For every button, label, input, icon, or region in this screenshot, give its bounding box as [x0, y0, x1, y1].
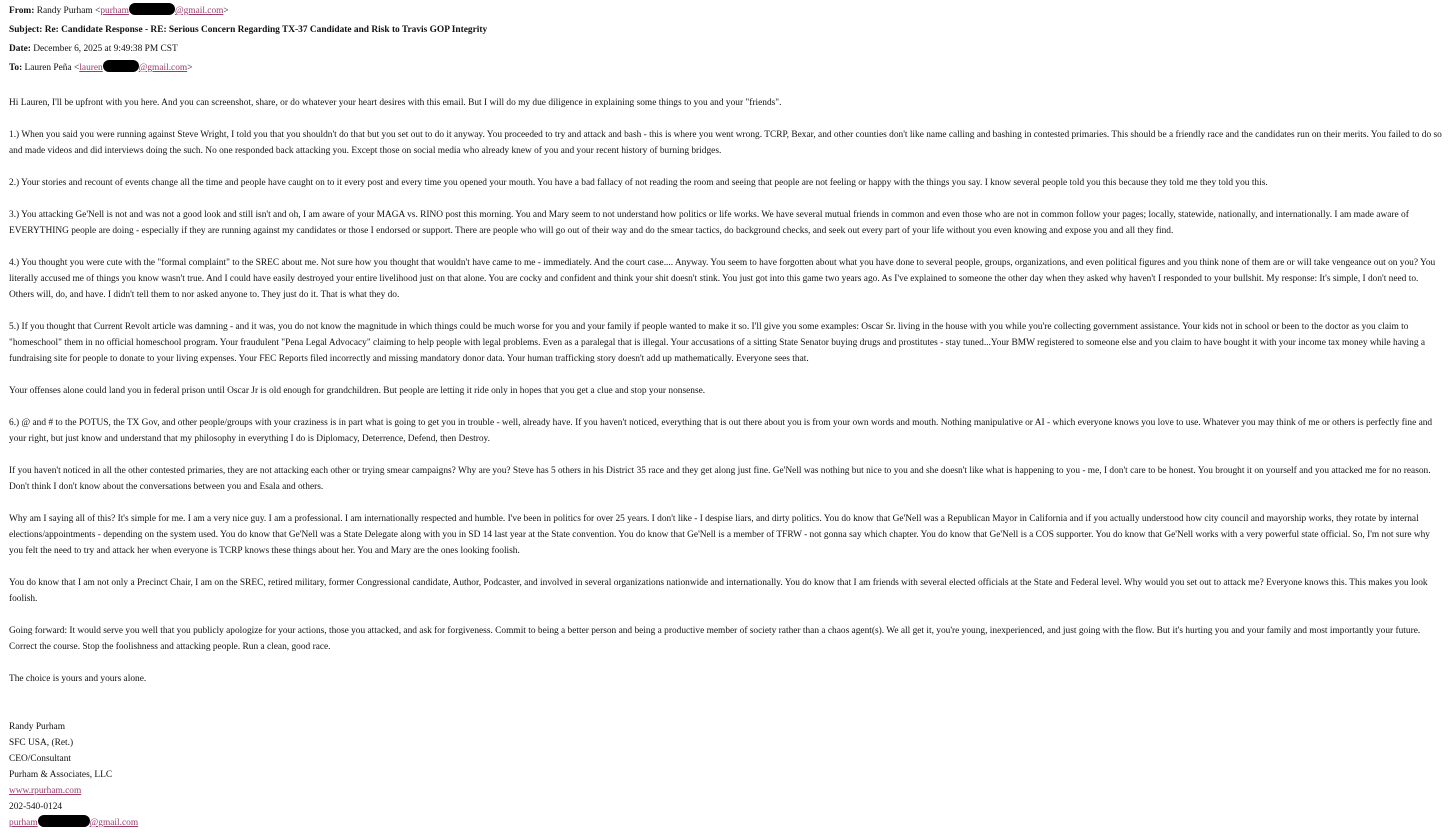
- paragraph-6: 6.) @ and # to the POTUS, the TX Gov, and other people/groups with your craziness is in part what is going to get you in trouble - well, already have. If you haven't noticed, everything that is out there about you is from your own words and mouth. Nothing manipulative or AI - which everyone knows you love to use. Whatever you may think of me or others is perfectly fine and your right, but just know and understand that my philosophy in everything I do is Diplomacy, Deterrence, Defend, then Destroy.: [9, 418, 1433, 444]
- to-name: Lauren Peña <: [24, 63, 80, 73]
- greeting: Hi Lauren, I'll be upfront with you here. And you can screenshot, share, or do whatever your heart desires with this email. But I will do my due diligence in explaining some things to you and your "friends".: [9, 98, 782, 108]
- paragraph-5: 5.) If you thought that Current Revolt article was damning - and it was, you do not know the magnitude in which things could be much worse for you and your family if people wanted to make it so. I'll give you some examples: Oscar Sr. living in the house with you while you're collecting government assistance. Your kids not in school or been to the doctor as you claim to "homeschool" them in no official homeschool program. Your fraudulent "Pena Legal Advocacy" claiming to help people with legal problems. Even as a paralegal that is illegal. Your accusations of a sitting State Senator buying drugs and prostitutes - stay tuned...Your BMW registered to someone else and you claim to have bought it with your income tax money while having a fundraising site for people to donate to your living expenses. Your FEC Reports filed incorrectly and missing mandatory donor data. Your human trafficking story doesn't add up mathematically. Everyone sees that.: [9, 322, 1426, 364]
- to-label: To:: [9, 63, 23, 73]
- paragraph-9: You do know that I am not only a Precinct Chair, I am on the SREC, retired military, former Congressional candidate, Author, Podcaster, and involved in several organizations nationwide and internationally. You do know that I am friends with several elected officials at the State and Federal level. Why would you set out to attack me? Everyone knows this. This makes you look foolish.: [9, 578, 1428, 604]
- subject-line: [9, 22, 1443, 41]
- paragraph-3: 3.) You attacking Ge'Nell is not and was not a good look and still isn't and oh, I am aware of your MAGA vs. RINO post this morning. You and Mary seem to not understand how politics or life works. We have several mutual friends in common and even those who are not in common follow your pages; locally, statewide, nationally, and internationally. I am made aware of EVERYTHING people are doing - especially if they are running against my candidates or those I endorsed or support. There are people who will go out of their way and do the smear tactics, do background checks, and seek out every part of your life without you even knowing and expose you and all they find.: [9, 210, 1409, 236]
- date-label: Date:: [9, 44, 31, 54]
- signature-email-link[interactable]: purham @gmail.com: [9, 818, 138, 828]
- date-text: December 6, 2025 at 9:49:38 PM CST: [33, 44, 178, 54]
- redaction-mark: [103, 60, 139, 72]
- signature-name: Randy Purham: [9, 722, 65, 732]
- from-label: From:: [9, 6, 35, 16]
- redaction-mark: [38, 815, 90, 827]
- subject-label: Subject:: [9, 25, 43, 35]
- paragraph-8: Why am I saying all of this? It's simple for me. I am a very nice guy. I am a professional. I am internationally respected and humble. I've been in politics for over 25 years. I don't like - I despise liars, and dirty politics. You do know that Ge'Nell was a Republican Mayor in California and if you actually understood how city council and mayorship works, they rotate by internal elections/appointments - depending on the system used. You do know that Ge'Nell was a State Delegate along with you in SD 14 last year at the State convention. You do know that Ge'Nell is a member of TFRW - not gonna say which chapter. You do know that Ge'Nell is a COS supporter. You do know that Ge'Nell works with a very powerful state official. So, I'm not sure why you felt the need to try and attack her when everyone is TCRP knows these things about her. You and Mary are the ones looking foolish.: [9, 514, 1430, 556]
- to-line: To: Lauren Peña <lauren @gmail.com>: [9, 60, 1443, 79]
- signature-rank: SFC USA, (Ret.): [9, 738, 74, 748]
- paragraph-2: 2.) Your stories and recount of events change all the time and people have caught on to it every post and every time you opened your mouth. You have a bad fallacy of not reading the room and seeing that people are not feeling or happy with the things you say. I know several people told you this because they told me they told you this.: [9, 178, 1268, 188]
- subject-text: Re: Candidate Response - RE: Serious Concern Regarding TX-37 Candidate and Risk to Travis GOP Integrity: [44, 25, 488, 35]
- paragraph-10: Going forward: It would serve you well that you publicly apologize for your actions, those you attacked, and ask for forgiveness. Commit to being a better person and being a productive member of society rather than a chaos agent(s). We all get it, you're young, inexperienced, and just going with the flow. But it's hurting you and your family and most importantly your future. Correct the course. Stop the foolishness and attacking people. Run a clean, good race.: [9, 626, 1421, 652]
- to-email-link[interactable]: lauren @gmail.com: [79, 63, 187, 73]
- email-header: [9, 3, 1443, 79]
- website-link[interactable]: www.rpurham.com: [9, 786, 82, 796]
- signature-block: [9, 719, 1443, 831]
- email-body: [9, 95, 1443, 687]
- signature-phone: 202-540-0124: [9, 802, 63, 812]
- paragraph-4: 4.) You thought you were cute with the "formal complaint" to the SREC about me. Not sure how you thought that wouldn't have came to me - immediately. And the court case.... Anyway. You seem to have forgotten about what you have done to several people, groups, organizations, and even political figures and you think none of them are or will take vengeance out on you? You literally accused me of things you know wasn't true. And I could have easily destroyed your entire livelihood just on that alone. You are cocky and confident and think your shit doesn't stink. You just got into this game two years ago. As I've explained to someone the other day when they asked why haven't I responded to your bullshit. My response: It's simple, I don't need to. Others will, do, and have. I didn't tell them to nor asked anyone to. They just do it. That is what they do.: [9, 258, 1436, 300]
- redaction-mark: [129, 3, 175, 15]
- paragraph-7: If you haven't noticed in all the other contested primaries, they are not attacking each other or trying smear campaigns? Why are you? Steve has 5 others in his District 35 race and they get along just fine. Ge'Nell was nothing but nice to you and she doesn't like what is happening to you - me, I don't care to be honest. You brought it on yourself and you attacked me for no reason. Don't think I don't know about the conversations between you and Esala and others.: [9, 466, 1431, 492]
- paragraph-5b: Your offenses alone could land you in federal prison until Oscar Jr is old enough for grandchildren. But people are letting it ride only in hopes that you get a clue and stop your nonsense.: [9, 386, 706, 396]
- from-line: From: Randy Purham <purham @gmail.com>: [9, 3, 1443, 22]
- paragraph-11: The choice is yours and yours alone.: [9, 674, 147, 684]
- paragraph-1: 1.) When you said you were running against Steve Wright, I told you that you shouldn't do that but you set out to do it anyway. You proceeded to try and attack and bash - this is where you went wrong. TCRP, Bexar, and other counties don't like name calling and bashing in contested primaries. This should be a friendly race and the candidates run on their merits. You failed to do so and made videos and did interviews doing the such. No one responded back attacking you. Except those on social media who already knew of you and your recent history of burning bridges.: [9, 130, 1442, 156]
- email-document: [9, 3, 1443, 831]
- from-name: Randy Purham <: [36, 6, 101, 16]
- signature-company: Purham & Associates, LLC: [9, 770, 113, 780]
- signature-title: CEO/Consultant: [9, 754, 71, 764]
- date-line: [9, 41, 1443, 60]
- from-email-link[interactable]: purham @gmail.com: [100, 6, 223, 16]
